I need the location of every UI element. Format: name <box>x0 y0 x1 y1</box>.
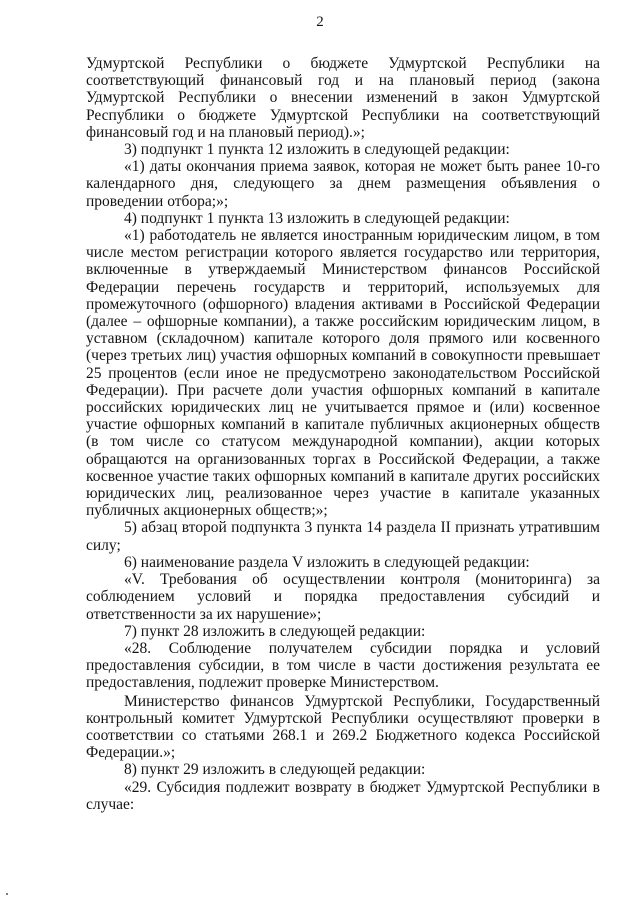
paragraph-item-3: 3) подпункт 1 пункта 12 изложить в следующей редакции: <box>124 141 510 159</box>
paragraph-quote-offshore: «1) работодатель не является иностранным юридическим лицом, в том числе местом регистрации которого является государство или территория, включенные в утверждаемый Министерством финансов Российской Федерации перечень государств и территорий, используемых для промежуточного (офшорного) владения активами в Российской Федерации (далее – офшорные компании), а также российским юридическим лицом, в уставном (складочном) капитале которого доля прямого или косвенного (через третьих лиц) участия офшорных компаний в совокупности превышает 25 процентов (если иное не предусмотрено законодательством Российской Федерации). При расчете доли участия офшорных компаний в капитале российских юридических лиц не учитывается прямое и (или) косвенное участие офшорных компаний в капитале публичных акционерных обществ (в том числе со статусом международной компании), акции которых обращаются на организованных торгах в Российской Федерации, а также косвенное участие таких офшорных компаний в капитале других российских юридических лиц, реализованное через участие в капитале указанных публичных акционерных обществ;»; <box>86 227 600 520</box>
paragraph-quote-29: «29. Субсидия подлежит возврату в бюджет Удмуртской Республики в случае: <box>86 778 600 813</box>
document-body <box>86 55 600 813</box>
paragraph-quote-1: «1) даты окончания приема заявок, которая не может быть ранее 10-го календарного дня, следующего за днем размещения объявления о проведении отбора;»; <box>86 158 600 210</box>
paragraph-continuation: Удмуртской Республики о бюджете Удмуртской Республики на соответствующий финансовый год и на плановый период (закона Удмуртской Республики о внесении изменений в закон Удмуртской Республики о бюджете Удмуртской Республики на соответствующий финансовый год и на плановый период).»; <box>86 55 600 141</box>
paragraph-quote-28: «28. Соблюдение получателем субсидии порядка и условий предоставления субсидии, в том числе в части достижения результата ее предоставления, подлежит проверке Министерством. <box>86 639 600 692</box>
paragraph-item-5: 5) абзац второй подпункта 3 пункта 14 раздела II признать утратившим силу; <box>86 519 600 554</box>
page-number: 2 <box>316 14 324 30</box>
paragraph-item-6: 6) наименование раздела V изложить в следующей редакции: <box>124 553 530 571</box>
paragraph-quote-section-v: «V. Требования об осуществлении контроля (мониторинга) за соблюдением условий и порядка предоставления субсидий и ответственности за их нарушение»; <box>86 571 600 623</box>
paragraph-ministry-checks: Министерство финансов Удмуртской Республики, Государственный контрольный комитет Удмуртской Республики осуществляют проверки в соответствии со статьями 268.1 и 269.2 Бюджетного кодекса Российской Федерации.»; <box>86 692 600 762</box>
paragraph-item-8: 8) пункт 29 изложить в следующей редакции: <box>124 761 426 779</box>
paragraph-item-4: 4) подпункт 1 пункта 13 изложить в следующей редакции: <box>124 209 510 227</box>
scan-mark <box>6 893 8 895</box>
paragraph-item-7: 7) пункт 28 изложить в следующей редакции: <box>124 622 426 640</box>
